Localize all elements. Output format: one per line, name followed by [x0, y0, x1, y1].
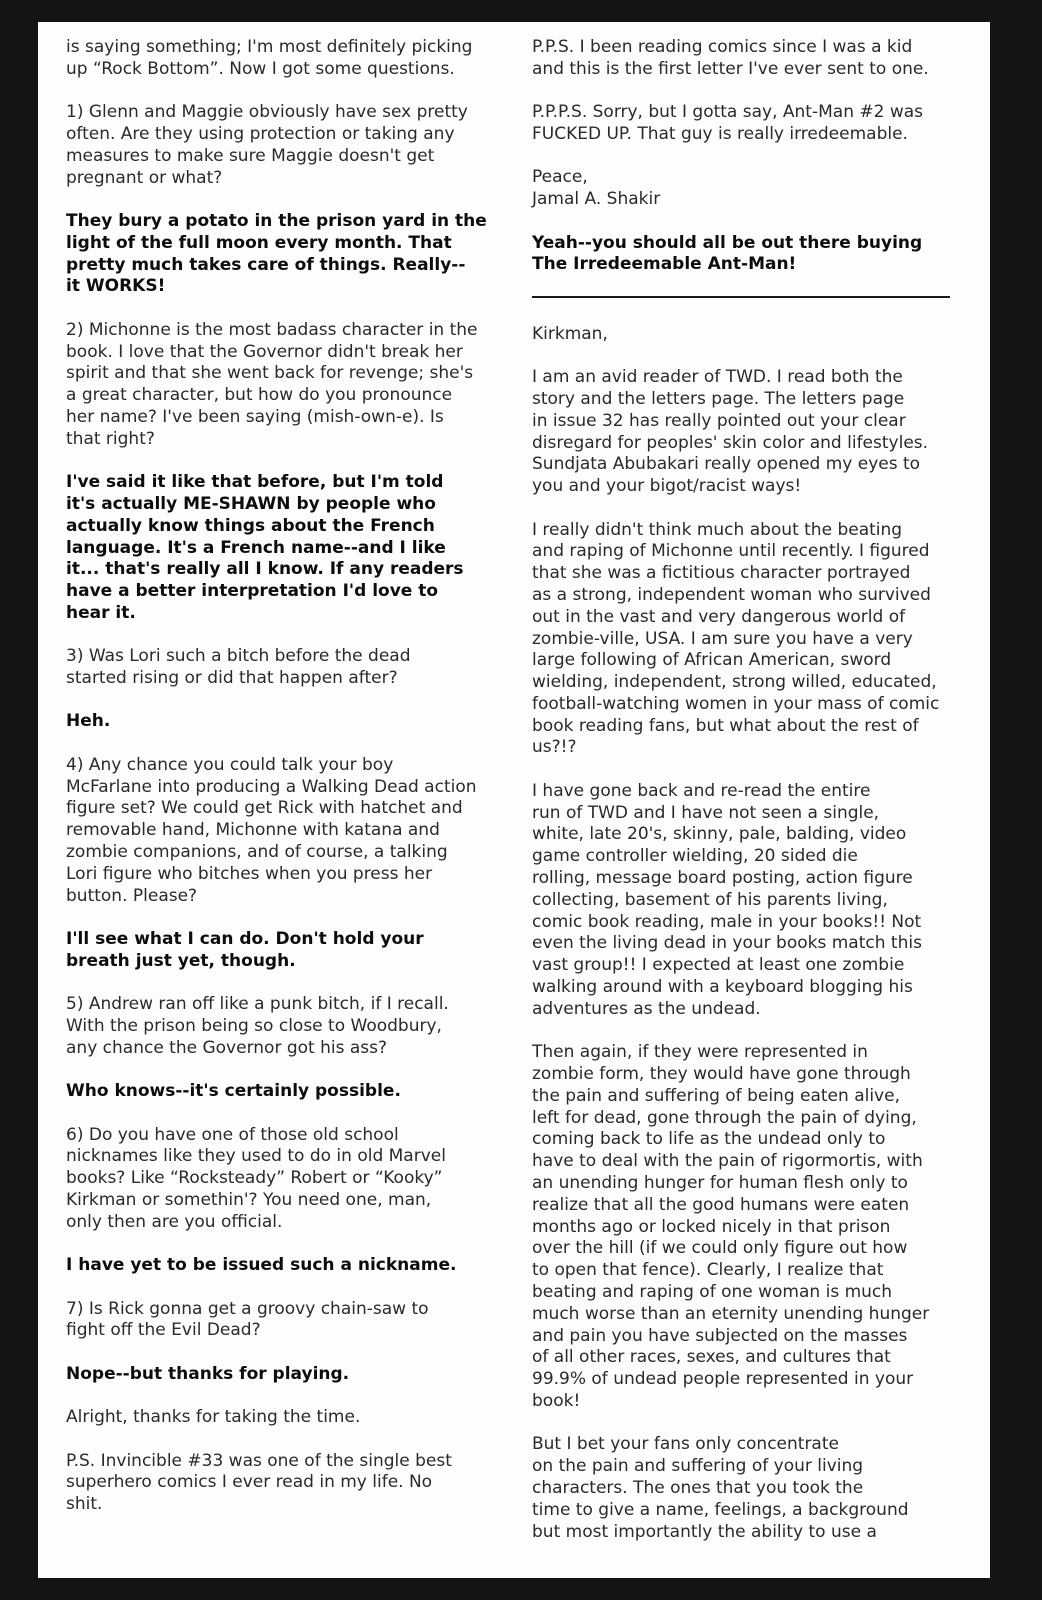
- letter-paragraph: 6) Do you have one of those old school nicknames like they used to do in old Marvel books? Like “Rocksteady” Robert or “Kooky” Kirkman or somethin'? You need one, man, only then are you official.: [66, 1124, 446, 1232]
- editor-reply: Who knows--it's certainly possible.: [66, 1081, 401, 1102]
- letter-paragraph: P.P.P.S. Sorry, but I gotta say, Ant-Man #2 was FUCKED UP. That guy is really irredeemable.: [532, 102, 924, 144]
- letter-paragraph: 2) Michonne is the most badass character in the book. I love that the Governor didn't break her spirit and that she went back for revenge; she's a great character, but how do you pronounce her name? I've been saying (mish-own-e). Is that right?: [66, 319, 478, 449]
- letter-paragraph: 3) Was Lori such a bitch before the dead started rising or did that happen after?: [66, 646, 411, 689]
- letter-paragraph: 4) Any chance you could talk your boy McFarlane into producing a Walking Dead action figure set? We could get Rick with hatchet and removable hand, Michonne with katana and zombie companions, and of course, a talking Lori figure who bitches when you press her button. Please?: [66, 754, 477, 906]
- letter-paragraph: P.S. Invincible #33 was one of the single best superhero comics I ever read in my life. No shit.: [66, 1450, 452, 1515]
- editor-reply: Yeah--you should all be out there buying The Irredeemable Ant-Man!: [532, 232, 923, 275]
- left-column: [66, 37, 526, 1538]
- letter-paragraph: I am an avid reader of TWD. I read both the story and the letters page. The letters page in issue 32 has really pointed out your clear disregard for peoples' skin color and lifestyles. Sundjata Abubakari really opened my eyes to you and your bigot/racist ways!: [532, 367, 929, 497]
- right-column: [532, 37, 972, 1565]
- editor-reply: Nope--but thanks for playing.: [66, 1363, 350, 1384]
- letter-paragraph: I really didn't think much about the beating and raping of Michonne until recently. I figured that she was a fictitious character portrayed as a strong, independent woman who survived out in the vast and very dangerous world of zombie-ville, USA. I am sure you have a very large following of African American, sword wielding, independent, strong willed, educated, football-watching women in your mass of comic book reading fans, but what about the rest of us?!?: [532, 519, 940, 758]
- editor-reply: Heh.: [66, 711, 111, 732]
- letter-paragraph: P.P.S. I been reading comics since I was a kid and this is the first letter I've ever sent to one.: [532, 37, 929, 79]
- editor-reply: I have yet to be issued such a nickname.: [66, 1255, 457, 1276]
- letter-paragraph: is saying something; I'm most definitely picking up “Rock Bottom”. Now I got some questions.: [66, 37, 473, 79]
- section-divider: [532, 296, 950, 298]
- letter-signature: Peace, Jamal A. Shakir: [532, 167, 661, 210]
- letter-salutation: Kirkman,: [532, 323, 608, 344]
- letter-paragraph: Alright, thanks for taking the time.: [66, 1407, 361, 1428]
- letter-paragraph: Then again, if they were represented in zombie form, they would have gone through the pain and suffering of being eaten alive, left for dead, gone through the pain of dying, coming back to life as the undead only to have to deal with the pain of rigormortis, with an unending hunger for human flesh only to realize that all the good humans were eaten months ago or locked nicely in that prison over the hill (if we could only figure out how to open that fence). Clearly, I realize that beating and raping of one woman is much much worse than an eternity unending hunger and pain you have subjected on the masses of all other races, sexes, and cultures that 99.9% of undead people represented in your book!: [532, 1042, 930, 1411]
- editor-reply: I'll see what I can do. Don't hold your breath just yet, though.: [66, 929, 424, 971]
- letter-paragraph: 7) Is Rick gonna get a groovy chain-saw to fight off the Evil Dead?: [66, 1298, 429, 1341]
- letter-paragraph: 1) Glenn and Maggie obviously have sex pretty often. Are they using protection or taking any measures to make sure Maggie doesn't get pregnant or what?: [66, 102, 468, 188]
- letter-paragraph: I have gone back and re-read the entire run of TWD and I have not seen a single, white, late 20's, skinny, pale, balding, video game controller wielding, 20 sided die rolling, message board posting, action figure collecting, basement of his parents living, comic book reading, male in your books!! Not even the living dead in your books match this vast group!! I expected at least one zombie walking around with a keyboard blogging his adventures as the undead.: [532, 780, 922, 1019]
- letter-paragraph: But I bet your fans only concentrate on the pain and suffering of your living characters. The ones that you took the time to give a name, feelings, a background but most importantly the ability to use a: [532, 1434, 909, 1542]
- letters-page: [38, 22, 990, 1578]
- editor-reply: I've said it like that before, but I'm told it's actually ME-SHAWN by people who actually know things about the French language. It's a French name--and I like it... that's really all I know. If any readers have a better interpretation I'd love to hear it.: [66, 472, 464, 623]
- editor-reply: They bury a potato in the prison yard in the light of the full moon every month. That pretty much takes care of things. Really-- it WORKS!: [66, 210, 487, 297]
- letter-paragraph: 5) Andrew ran off like a punk bitch, if I recall. With the prison being so close to Woodbury, any chance the Governor got his ass?: [66, 994, 449, 1058]
